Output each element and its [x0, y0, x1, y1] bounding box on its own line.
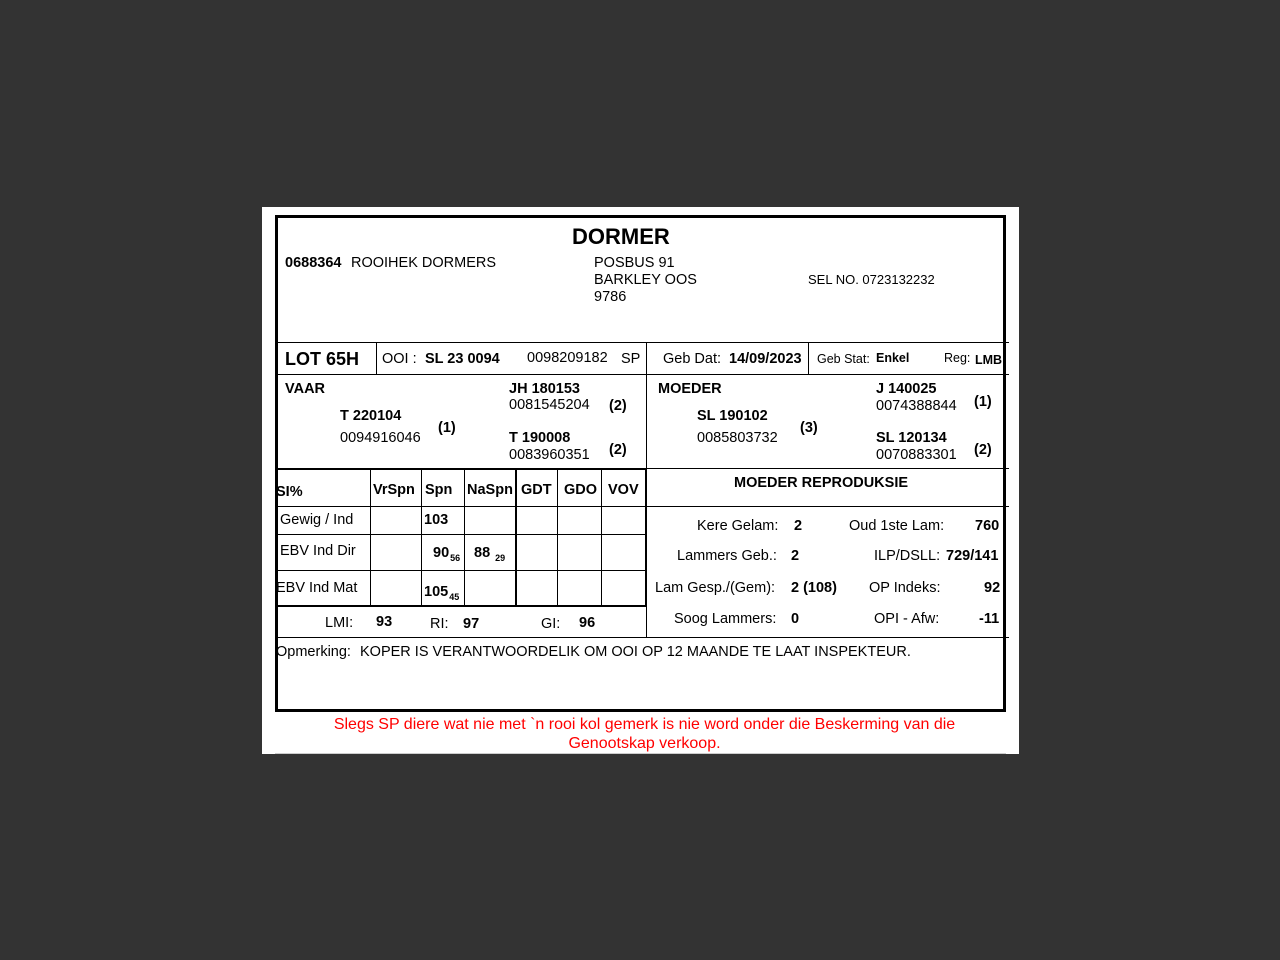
address-line-3: 9786: [594, 289, 627, 305]
oud-1ste-lam-label: Oud 1ste Lam:: [849, 518, 945, 534]
col-header-spn: Spn: [425, 482, 453, 498]
breeder-number: 0688364: [285, 255, 342, 271]
mm-number: 0070883301: [876, 447, 957, 463]
moeder-number: 0085803732: [697, 430, 778, 446]
gi-value: 96: [579, 615, 596, 631]
vaar-label: VAAR: [285, 381, 326, 397]
geb-dat: 14/09/2023: [729, 351, 802, 367]
vv-rank: (2): [609, 398, 627, 414]
opi-afw-label: OPI - Afw:: [874, 611, 940, 627]
breeder-name: ROOIHEK DORMERS: [351, 255, 497, 271]
vm-id: T 190008: [509, 430, 571, 446]
ilp-dsll-value: 729/141: [946, 548, 999, 564]
ilp-dsll-label: ILP/DSLL:: [874, 548, 941, 564]
protection-notice: Slegs SP diere wat nie met `n rooi kol gemerk is nie word onder die Beskerming van die Genootskap verkoop.: [333, 716, 956, 752]
soog-lammers-label: Soog Lammers:: [674, 611, 777, 627]
moeder-rank: (3): [800, 420, 818, 436]
lammers-geb-label: Lammers Geb.:: [677, 548, 777, 564]
opi-afw-value: -11: [979, 611, 1000, 627]
op-indeks-value: 92: [984, 580, 1001, 596]
vaar-rank: (1): [438, 420, 456, 436]
col-header-gdt: GDT: [521, 482, 552, 498]
cell-number: SEL NO. 0723132232: [808, 272, 935, 287]
row-label-gewig: Gewig / Ind: [280, 512, 354, 528]
geb-stat: Enkel: [876, 351, 910, 365]
vm-rank: (2): [609, 442, 627, 458]
mm-rank: (2): [974, 442, 992, 458]
lam-gesp-value: 2 (108): [791, 580, 837, 596]
address-line-2: BARKLEY OOS: [594, 272, 697, 288]
remark-label: Opmerking:: [276, 644, 351, 660]
ebv-dir-naspn: 88 $_{29}$: [474, 545, 506, 563]
col-header-gdo: GDO: [564, 482, 598, 498]
col-header-si: SI%: [276, 484, 303, 500]
address-line-1: POSBUS 91: [594, 255, 675, 271]
mv-number: 0074388844: [876, 398, 957, 414]
vm-number: 0083960351: [509, 447, 590, 463]
moeder-id: SL 190102: [697, 408, 768, 424]
breed-title: DORMER: [572, 224, 670, 249]
reproduction-title: MOEDER REPRODUKSIE: [734, 475, 909, 491]
ooi-class: SP: [621, 351, 641, 367]
lot-number: LOT 65H: [285, 349, 360, 369]
geb-dat-label: Geb Dat:: [663, 351, 722, 367]
kere-gelam-value: 2: [794, 518, 803, 534]
oud-1ste-lam-value: 760: [975, 518, 1000, 534]
row-label-ebv-dir: EBV Ind Dir: [280, 543, 356, 559]
lammers-geb-value: 2: [791, 548, 800, 564]
vv-id: JH 180153: [509, 381, 580, 397]
lmi-label: LMI:: [325, 615, 354, 631]
col-header-naspn: NaSpn: [467, 482, 513, 498]
reg-label: Reg:: [944, 351, 971, 365]
ooi-label: OOI :: [382, 351, 417, 367]
moeder-label: MOEDER: [658, 381, 722, 397]
vaar-number: 0094916046: [340, 430, 421, 446]
reg-code: LMB: [975, 353, 1003, 367]
vaar-id: T 220104: [340, 408, 402, 424]
lmi-value: 93: [376, 614, 393, 630]
ooi-id: SL 23 0094: [425, 351, 500, 367]
vv-number: 0081545204: [509, 397, 590, 413]
ri-label: RI:: [430, 616, 449, 632]
soog-lammers-value: 0: [791, 611, 800, 627]
ebv-mat-spn: $105_{45}$: [424, 584, 460, 602]
mv-id: J 140025: [876, 381, 937, 397]
op-indeks-label: OP Indeks:: [869, 580, 941, 596]
row-label-ebv-mat: EBV Ind Mat: [276, 580, 358, 596]
remark-text: KOPER IS VERANTWOORDELIK OM OOI OP 12 MAANDE TE LAAT INSPEKTEUR.: [360, 644, 911, 660]
kere-gelam-label: Kere Gelam:: [697, 518, 779, 534]
ri-value: 97: [463, 616, 480, 632]
mv-rank: (1): [974, 394, 992, 410]
gi-label: GI:: [541, 616, 561, 632]
gewig-spn: 103: [424, 512, 449, 528]
lam-gesp-label: Lam Gesp./(Gem):: [655, 580, 776, 596]
lot-card: [275, 215, 1006, 712]
col-header-vov: VOV: [608, 482, 639, 498]
ooi-number: 0098209182: [527, 350, 608, 366]
mm-id: SL 120134: [876, 430, 947, 446]
col-header-vrspn: VrSpn: [373, 482, 415, 498]
geb-stat-label: Geb Stat:: [817, 352, 870, 366]
auction-card-sheet: [262, 207, 1019, 754]
ebv-dir-spn: $90_{56}$: [433, 545, 461, 563]
